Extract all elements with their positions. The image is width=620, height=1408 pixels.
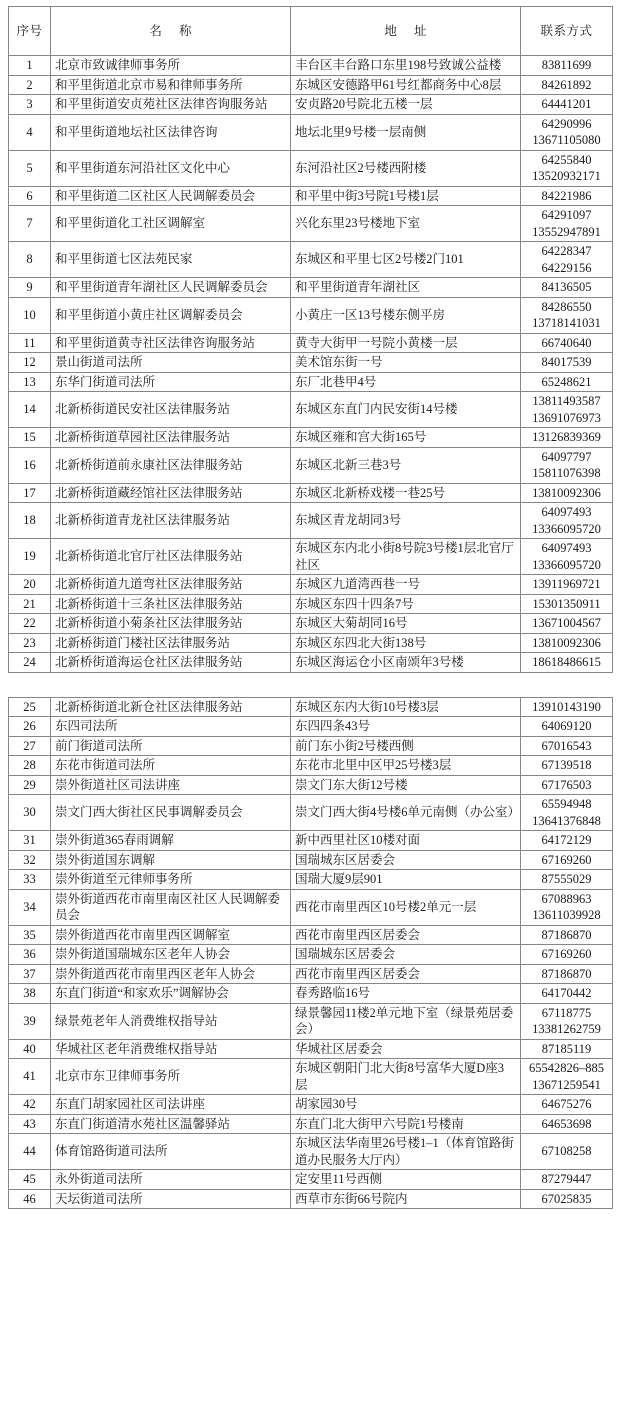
- organization-address: 东城区青龙胡同3号: [291, 503, 521, 539]
- row-index: 23: [9, 633, 51, 653]
- row-index: 4: [9, 114, 51, 150]
- organization-name: 和平里街道北京市易和律师事务所: [51, 75, 291, 95]
- organization-name: 和平里街道东河沿社区文化中心: [51, 150, 291, 186]
- table-row: [9, 278, 613, 298]
- table-row: [9, 150, 613, 186]
- table-row: [9, 653, 613, 673]
- table-row: [9, 392, 613, 428]
- contact-number: 64172129: [541, 833, 592, 847]
- table-row: [9, 333, 613, 353]
- organization-name: 北新桥街道十三条社区法律服务站: [51, 594, 291, 614]
- contact-number: 18618486615: [532, 655, 601, 669]
- table-row: [9, 353, 613, 373]
- contact-number: 64069120: [541, 719, 592, 733]
- organization-name: 北新桥街道门楼社区法律服务站: [51, 633, 291, 653]
- table-row: [9, 697, 613, 717]
- contact-number: 13671004567: [532, 616, 601, 630]
- organization-name: 崇外街道社区司法讲座: [51, 775, 291, 795]
- organization-contact: [521, 447, 613, 483]
- organization-name: 崇外街道国瑞城东区老年人协会: [51, 945, 291, 965]
- row-index: 35: [9, 925, 51, 945]
- table-row: [9, 372, 613, 392]
- table-row: [9, 594, 613, 614]
- table-row: [9, 756, 613, 776]
- row-index: 22: [9, 614, 51, 634]
- organization-address: 东城区东内北小街8号院3号楼1层北官厅社区: [291, 539, 521, 575]
- table-row: [9, 575, 613, 595]
- organization-name: 和平里街道安贞苑社区法律咨询服务站: [51, 95, 291, 115]
- contact-number: 64229156: [541, 260, 592, 275]
- organization-address: 东城区北新三巷3号: [291, 447, 521, 483]
- organization-address: 春秀路临16号: [291, 984, 521, 1004]
- contact-number: 87555029: [541, 872, 592, 886]
- column-header-index: 序号: [9, 7, 51, 56]
- contact-number: 84286550: [541, 299, 592, 314]
- organization-contact: [521, 870, 613, 890]
- row-index: 5: [9, 150, 51, 186]
- contact-number: 13611039928: [532, 908, 601, 922]
- column-header-contact: 联系方式: [521, 7, 613, 56]
- tables-container: [8, 6, 612, 1209]
- organization-contact: [521, 984, 613, 1004]
- organization-address: 华城社区居委会: [291, 1039, 521, 1059]
- organization-address: 地坛北里9号楼一层南侧: [291, 114, 521, 150]
- contact-number: 13671105080: [532, 133, 601, 147]
- table-row: [9, 428, 613, 448]
- organization-contact: [521, 333, 613, 353]
- table-row: [9, 503, 613, 539]
- row-index: 9: [9, 278, 51, 298]
- contact-number: 13381262759: [532, 1022, 601, 1036]
- table-row: [9, 945, 613, 965]
- organization-name: 和平里街道地坛社区法律咨询: [51, 114, 291, 150]
- table-row: [9, 114, 613, 150]
- row-index: 28: [9, 756, 51, 776]
- organization-name: 绿景苑老年人消费维权指导站: [51, 1003, 291, 1039]
- organization-address: 小黄庄一区13号楼东侧平房: [291, 297, 521, 333]
- organization-contact: [521, 392, 613, 428]
- row-index: 39: [9, 1003, 51, 1039]
- organization-name: 崇外街道365春雨调解: [51, 831, 291, 851]
- organization-address: 东城区朝阳门北大街8号富华大厦D座3层: [291, 1059, 521, 1095]
- row-index: 45: [9, 1170, 51, 1190]
- contact-number: 64097493: [541, 505, 592, 519]
- contact-number: 64097797: [541, 449, 592, 464]
- organization-name: 北新桥街道九道弯社区法律服务站: [51, 575, 291, 595]
- column-header-name: 名 称: [51, 7, 291, 56]
- contact-number: 64097493: [541, 541, 592, 555]
- row-index: 13: [9, 372, 51, 392]
- organization-name: 东直门胡家园社区司法讲座: [51, 1095, 291, 1115]
- organization-name: 崇外街道至元律师事务所: [51, 870, 291, 890]
- row-index: 42: [9, 1095, 51, 1115]
- table-row: [9, 1039, 613, 1059]
- column-header-address: 地 址: [291, 7, 521, 56]
- organization-address: 安贞路20号院北五楼一层: [291, 95, 521, 115]
- organization-address: 东城区和平里七区2号楼2门101: [291, 242, 521, 278]
- contact-number: 64255840: [541, 152, 592, 167]
- contact-number: 13810092306: [532, 485, 601, 500]
- row-index: 16: [9, 447, 51, 483]
- organization-name: 崇外街道西花市南里西区老年人协会: [51, 964, 291, 984]
- organization-contact: [521, 95, 613, 115]
- organization-name: 和平里街道七区法苑民家: [51, 242, 291, 278]
- contact-number: 87279447: [541, 1172, 592, 1186]
- organization-contact: [521, 850, 613, 870]
- organization-address: 东城区九道湾西巷一号: [291, 575, 521, 595]
- organization-contact: [521, 75, 613, 95]
- contact-number: 67108258: [541, 1144, 592, 1159]
- row-index: 34: [9, 889, 51, 925]
- row-index: 2: [9, 75, 51, 95]
- organization-contact: [521, 945, 613, 965]
- contact-number: 65542826–885: [529, 1061, 604, 1075]
- table-row: [9, 186, 613, 206]
- organization-contact: [521, 483, 613, 503]
- table-row: [9, 1095, 613, 1115]
- row-index: 38: [9, 984, 51, 1004]
- table-row: [9, 539, 613, 575]
- organization-address: 新中西里社区10楼对面: [291, 831, 521, 851]
- contact-number: 13641376848: [532, 813, 601, 828]
- contact-number: 87185119: [541, 1041, 592, 1056]
- organization-contact: [521, 831, 613, 851]
- row-index: 30: [9, 795, 51, 831]
- organization-name: 景山街道司法所: [51, 353, 291, 373]
- row-index: 6: [9, 186, 51, 206]
- contact-number: 13126839369: [532, 430, 601, 444]
- contact-number: 13366095720: [532, 557, 601, 572]
- table-row: [9, 984, 613, 1004]
- row-index: 32: [9, 850, 51, 870]
- organization-address: 东花市北里中区甲25号楼3层: [291, 756, 521, 776]
- organization-name: 前门街道司法所: [51, 736, 291, 756]
- organization-contact: [521, 594, 613, 614]
- organization-name: 崇外街道国东调解: [51, 850, 291, 870]
- organization-name: 天坛街道司法所: [51, 1189, 291, 1209]
- contact-number: 84221986: [541, 188, 592, 203]
- contact-number: 84017539: [541, 355, 592, 369]
- organization-address: 胡家园30号: [291, 1095, 521, 1115]
- contact-number: 67139518: [541, 758, 592, 772]
- table-row: [9, 206, 613, 242]
- organization-address: 东城区海运仓小区南颂年3号楼: [291, 653, 521, 673]
- organization-address: 崇文门东大街12号楼: [291, 775, 521, 795]
- organization-name: 北新桥街道草园社区法律服务站: [51, 428, 291, 448]
- table-row: [9, 889, 613, 925]
- organization-address: 国瑞城东区居委会: [291, 945, 521, 965]
- organization-name: 华城社区老年消费维权指导站: [51, 1039, 291, 1059]
- contact-number: 84136505: [541, 280, 592, 294]
- organization-name: 东直门街道清水苑社区温馨驿站: [51, 1114, 291, 1134]
- organization-address: 西花市南里西区居委会: [291, 964, 521, 984]
- organization-name: 北新桥街道北新仓社区法律服务站: [51, 697, 291, 717]
- organization-contact: [521, 278, 613, 298]
- contact-number: 67016543: [541, 738, 592, 753]
- table-row: [9, 1170, 613, 1190]
- legal-services-table: [8, 6, 613, 673]
- contact-number: 13910143190: [532, 699, 601, 714]
- organization-contact: [521, 539, 613, 575]
- contact-number: 64441201: [541, 97, 592, 111]
- contact-number: 64291097: [541, 208, 592, 222]
- organization-contact: [521, 614, 613, 634]
- table-row: [9, 633, 613, 653]
- contact-number: 67118775: [541, 1005, 592, 1020]
- organization-contact: [521, 353, 613, 373]
- contact-number: 87186870: [541, 927, 592, 942]
- organization-contact: [521, 1039, 613, 1059]
- row-index: 31: [9, 831, 51, 851]
- table-row: [9, 483, 613, 503]
- organization-name: 东直门街道“和家欢乐”调解协会: [51, 984, 291, 1004]
- contact-number: 64653698: [541, 1116, 592, 1131]
- organization-name: 和平里街道青年湖社区人民调解委员会: [51, 278, 291, 298]
- organization-address: 前门东小街2号楼西侧: [291, 736, 521, 756]
- organization-contact: [521, 736, 613, 756]
- organization-contact: [521, 1114, 613, 1134]
- row-index: 7: [9, 206, 51, 242]
- organization-name: 北新桥街道青龙社区法律服务站: [51, 503, 291, 539]
- table-row: [9, 870, 613, 890]
- table-gap: [8, 673, 612, 697]
- organization-contact: [521, 114, 613, 150]
- contact-number: 67169260: [541, 852, 592, 867]
- organization-address: 黄寺大街甲一号院小黄楼一层: [291, 333, 521, 353]
- organization-name: 体育馆路街道司法所: [51, 1134, 291, 1170]
- organization-contact: [521, 503, 613, 539]
- organization-address: 和平里中街3号院1号楼1层: [291, 186, 521, 206]
- organization-contact: [521, 795, 613, 831]
- table-row: [9, 795, 613, 831]
- table-row: [9, 831, 613, 851]
- table-row: [9, 1114, 613, 1134]
- row-index: 18: [9, 503, 51, 539]
- organization-name: 北新桥街道海运仓社区法律服务站: [51, 653, 291, 673]
- row-index: 11: [9, 333, 51, 353]
- organization-name: 东花市街道司法所: [51, 756, 291, 776]
- contact-number: 87186870: [541, 966, 592, 981]
- row-index: 21: [9, 594, 51, 614]
- organization-address: 和平里街道青年湖社区: [291, 278, 521, 298]
- contact-number: 64228347: [541, 244, 592, 258]
- contact-number: 67176503: [541, 777, 592, 792]
- organization-address: 绿景馨园11楼2单元地下室（绿景苑居委会）: [291, 1003, 521, 1039]
- table-row: [9, 95, 613, 115]
- row-index: 1: [9, 56, 51, 76]
- contact-number: 66740640: [541, 335, 592, 350]
- organization-address: 东城区东直门内民安街14号楼: [291, 392, 521, 428]
- row-index: 25: [9, 697, 51, 717]
- table-row: [9, 614, 613, 634]
- organization-address: 国瑞城东区居委会: [291, 850, 521, 870]
- organization-address: 东城区东四十四条7号: [291, 594, 521, 614]
- organization-contact: [521, 242, 613, 278]
- table-row: [9, 75, 613, 95]
- row-index: 24: [9, 653, 51, 673]
- row-index: 33: [9, 870, 51, 890]
- contact-number: 13718141031: [532, 316, 601, 330]
- contact-number: 64290996: [541, 116, 592, 131]
- contact-number: 67169260: [541, 947, 592, 961]
- organization-name: 永外街道司法所: [51, 1170, 291, 1190]
- organization-name: 崇外街道西花市南里南区社区人民调解委员会: [51, 889, 291, 925]
- organization-contact: [521, 1189, 613, 1209]
- organization-address: 崇文门西大街4号楼6单元南侧（办公室）: [291, 795, 521, 831]
- organization-name: 北京市东卫律师事务所: [51, 1059, 291, 1095]
- row-index: 36: [9, 945, 51, 965]
- table-row: [9, 1003, 613, 1039]
- row-index: 46: [9, 1189, 51, 1209]
- contact-number: 13671259541: [532, 1077, 601, 1092]
- organization-address: 东河沿社区2号楼西附楼: [291, 150, 521, 186]
- contact-number: 83811699: [541, 58, 592, 72]
- organization-name: 北新桥街道北官厅社区法律服务站: [51, 539, 291, 575]
- organization-name: 北新桥街道民安社区法律服务站: [51, 392, 291, 428]
- organization-contact: [521, 150, 613, 186]
- organization-address: 东四四条43号: [291, 717, 521, 737]
- table-row: [9, 297, 613, 333]
- organization-contact: [521, 1095, 613, 1115]
- organization-address: 西花市南里西区居委会: [291, 925, 521, 945]
- table-row: [9, 850, 613, 870]
- organization-contact: [521, 206, 613, 242]
- organization-contact: [521, 186, 613, 206]
- organization-address: 东城区北新桥戏楼一巷25号: [291, 483, 521, 503]
- organization-address: 东城区东四北大街138号: [291, 633, 521, 653]
- table-row: [9, 775, 613, 795]
- organization-name: 和平里街道化工社区调解室: [51, 206, 291, 242]
- organization-contact: [521, 372, 613, 392]
- table-row: [9, 925, 613, 945]
- row-index: 41: [9, 1059, 51, 1095]
- organization-address: 定安里11号西侧: [291, 1170, 521, 1190]
- contact-number: 67088963: [541, 891, 592, 906]
- organization-contact: [521, 633, 613, 653]
- contact-number: 13911969721: [532, 577, 601, 591]
- organization-contact: [521, 1170, 613, 1190]
- row-index: 40: [9, 1039, 51, 1059]
- contact-number: 64170442: [541, 986, 592, 1000]
- contact-number: 64675276: [541, 1097, 592, 1111]
- organization-contact: [521, 925, 613, 945]
- organization-name: 北新桥街道小菊条社区法律服务站: [51, 614, 291, 634]
- organization-contact: [521, 756, 613, 776]
- organization-contact: [521, 56, 613, 76]
- organization-contact: [521, 575, 613, 595]
- organization-address: 东城区法华南里26号楼1–1（体育馆路街道办民服务大厅内）: [291, 1134, 521, 1170]
- organization-address: 东直门北大街甲六号院1号楼南: [291, 1114, 521, 1134]
- organization-name: 崇文门西大街社区民事调解委员会: [51, 795, 291, 831]
- table-row: [9, 242, 613, 278]
- table-row: [9, 447, 613, 483]
- organization-name: 北新桥街道藏经馆社区法律服务站: [51, 483, 291, 503]
- contact-number: 13810092306: [532, 635, 601, 650]
- row-index: 37: [9, 964, 51, 984]
- organization-address: 美术馆东街一号: [291, 353, 521, 373]
- organization-contact: [521, 1003, 613, 1039]
- organization-address: 兴化东里23号楼地下室: [291, 206, 521, 242]
- row-index: 8: [9, 242, 51, 278]
- organization-name: 和平里街道二区社区人民调解委员会: [51, 186, 291, 206]
- contact-number: 67025835: [541, 1191, 592, 1206]
- table-row: [9, 56, 613, 76]
- organization-contact: [521, 964, 613, 984]
- organization-address: 东城区雍和宫大街165号: [291, 428, 521, 448]
- contact-number: 84261892: [541, 77, 592, 92]
- contact-number: 13552947891: [532, 224, 601, 239]
- organization-contact: [521, 717, 613, 737]
- row-index: 26: [9, 717, 51, 737]
- table-row: [9, 1059, 613, 1095]
- organization-name: 北新桥街道前永康社区法律服务站: [51, 447, 291, 483]
- organization-address: 东城区东内大街10号楼3层: [291, 697, 521, 717]
- table-header-row: [9, 7, 613, 56]
- organization-address: 东城区大菊胡同16号: [291, 614, 521, 634]
- contact-number: 15301350911: [532, 596, 601, 611]
- table-row: [9, 964, 613, 984]
- organization-name: 崇外街道西花市南里西区调解室: [51, 925, 291, 945]
- row-index: 20: [9, 575, 51, 595]
- organization-contact: [521, 889, 613, 925]
- table-row: [9, 1189, 613, 1209]
- organization-contact: [521, 653, 613, 673]
- contact-number: 15811076398: [532, 466, 601, 480]
- organization-address: 国瑞大厦9层901: [291, 870, 521, 890]
- row-index: 14: [9, 392, 51, 428]
- row-index: 3: [9, 95, 51, 115]
- organization-name: 和平里街道小黄庄社区调解委员会: [51, 297, 291, 333]
- row-index: 12: [9, 353, 51, 373]
- table-row: [9, 717, 613, 737]
- organization-address: 丰台区丰台路口东里198号致诚公益楼: [291, 56, 521, 76]
- organization-contact: [521, 1134, 613, 1170]
- contact-number: 65248621: [541, 374, 592, 389]
- row-index: 15: [9, 428, 51, 448]
- organization-name: 和平里街道黄寺社区法律咨询服务站: [51, 333, 291, 353]
- row-index: 17: [9, 483, 51, 503]
- legal-services-table: [8, 697, 613, 1210]
- contact-number: 13691076973: [532, 410, 601, 425]
- table-row: [9, 1134, 613, 1170]
- organization-address: 东城区安德路甲61号红都商务中心8层: [291, 75, 521, 95]
- organization-name: 北京市致诚律师事务所: [51, 56, 291, 76]
- organization-contact: [521, 1059, 613, 1095]
- organization-contact: [521, 775, 613, 795]
- row-index: 44: [9, 1134, 51, 1170]
- organization-contact: [521, 697, 613, 717]
- contact-number: 65594948: [541, 797, 592, 811]
- organization-address: 东厂北巷甲4号: [291, 372, 521, 392]
- contact-number: 13811493587: [532, 394, 601, 408]
- row-index: 29: [9, 775, 51, 795]
- contact-number: 13366095720: [532, 521, 601, 536]
- contact-number: 13520932171: [532, 169, 601, 183]
- organization-contact: [521, 428, 613, 448]
- organization-address: 西花市南里西区10号楼2单元一层: [291, 889, 521, 925]
- organization-contact: [521, 297, 613, 333]
- row-index: 19: [9, 539, 51, 575]
- row-index: 10: [9, 297, 51, 333]
- organization-name: 东华门街道司法所: [51, 372, 291, 392]
- table-row: [9, 736, 613, 756]
- organization-address: 西草市东街66号院内: [291, 1189, 521, 1209]
- row-index: 43: [9, 1114, 51, 1134]
- organization-name: 东四司法所: [51, 717, 291, 737]
- row-index: 27: [9, 736, 51, 756]
